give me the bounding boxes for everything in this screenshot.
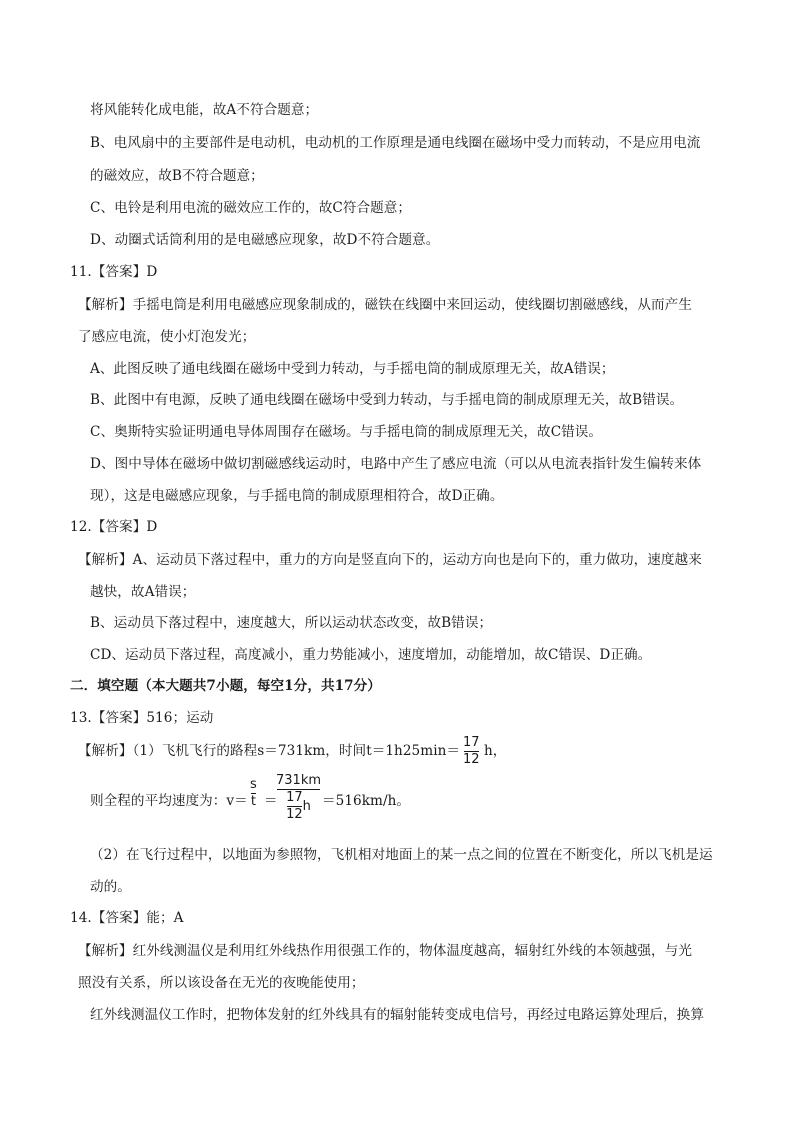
question-11-answer: 11.【答案】D [70, 264, 158, 280]
text-line: 将风能转化成电能，故A不符合题意； [90, 102, 319, 118]
text-line: CD、运动员下落过程，高度减小，重力势能减小，速度增加，动能增加，故C错误、D正确。 [90, 647, 652, 663]
text-line: 【解析】手摇电筒是利用电磁感应现象制成的，磁铁在线圈中来回运动，使线圈切割磁感线，从而产生 [78, 297, 692, 313]
text-line: 红外线测温仪工作时，把物体发射的红外线具有的辐射能转变成电信号，再经过电路运算处理后，换算 [90, 1007, 704, 1023]
question-13-answer: 13.【答案】516；运动 [70, 710, 214, 726]
section-heading: 二．填空题（本大题共7小题，每空1分，共17分） [70, 678, 381, 694]
text-line: C、电铃是利用电流的磁效应工作的，故C符合题意； [90, 200, 412, 216]
fraction-denominator: t [250, 794, 256, 809]
text-line: D、图中导体在磁场中做切割磁感线运动时，电路中产生了感应电流（可以从电流表指针发生偏转来体 [90, 456, 702, 472]
text-line: B、运动员下落过程中，速度越大，所以运动状态改变，故B错误； [90, 615, 493, 631]
text-line: 的磁效应，故B不符合题意； [90, 168, 264, 184]
text-line: 动的。 [90, 879, 131, 895]
fraction-denominator: 12 [286, 807, 303, 822]
text-line: （2）在飞行过程中，以地面为参照物，飞机相对地面上的某一点之间的位置在不断变化，所以飞机是运 [90, 847, 713, 863]
fraction-numerator: 731km [276, 773, 322, 788]
fraction-numerator: s [250, 777, 257, 792]
text-line: 【解析】A、运动员下落过程中，重力的方向是竖直向下的，运动方向也是向下的，重力做功，速度越来 [78, 552, 702, 568]
text-line: 【解析】红外线测温仪是利用红外线热作用很强工作的，物体温度越高，辐射红外线的本领越强，与光 [78, 943, 692, 959]
text-line: B、电风扇中的主要部件是电动机，电动机的工作原理是通电线圈在磁场中受力而转动，不是应用电流 [90, 135, 701, 151]
fraction [250, 777, 257, 810]
text-line: 照没有关系，所以该设备在无光的夜晚能使用； [78, 975, 365, 991]
text-line: ＝516km/h。 [322, 793, 411, 809]
fraction-numerator: 17 [463, 735, 480, 750]
question-12-answer: 12.【答案】D [70, 519, 158, 535]
text-line: 了感应电流，使小灯泡发光； [78, 329, 256, 345]
text-line: 则全程的平均速度为：v＝ [90, 793, 248, 809]
text-line: 现），这是电磁感应现象，与手摇电筒的制成原理相符合，故D正确。 [90, 488, 504, 504]
text-line: h， [484, 743, 507, 759]
text-line: D、动圈式话筒利用的是电磁感应现象，故D不符合题意。 [90, 232, 440, 248]
inner-fraction [286, 790, 303, 823]
fraction-numerator: 17 [286, 790, 303, 805]
fraction-denominator: 12 [463, 752, 480, 767]
text-line: A、此图反映了通电线圈在磁场中受到力转动，与手摇电筒的制成原理无关，故A错误； [90, 361, 615, 377]
compound-fraction [276, 773, 321, 823]
unit-text: h [302, 799, 311, 814]
text-line: 越快，故A错误； [90, 584, 196, 600]
equals-sign: ＝ [264, 793, 278, 809]
question-14-answer: 14.【答案】能；A [70, 910, 184, 926]
text-line: B、此图中有电源，反映了通电线圈在磁场中受到力转动，与手摇电筒的制成原理无关，故B错误。 [90, 392, 684, 408]
text-line: C、奥斯特实验证明通电导体周围存在磁场。与手摇电筒的制成原理无关，故C错误。 [90, 424, 603, 440]
fraction [463, 735, 480, 768]
text-line: 【解析】（1）飞机飞行的路程s＝731km，时间t＝1h25min＝ [78, 743, 461, 759]
